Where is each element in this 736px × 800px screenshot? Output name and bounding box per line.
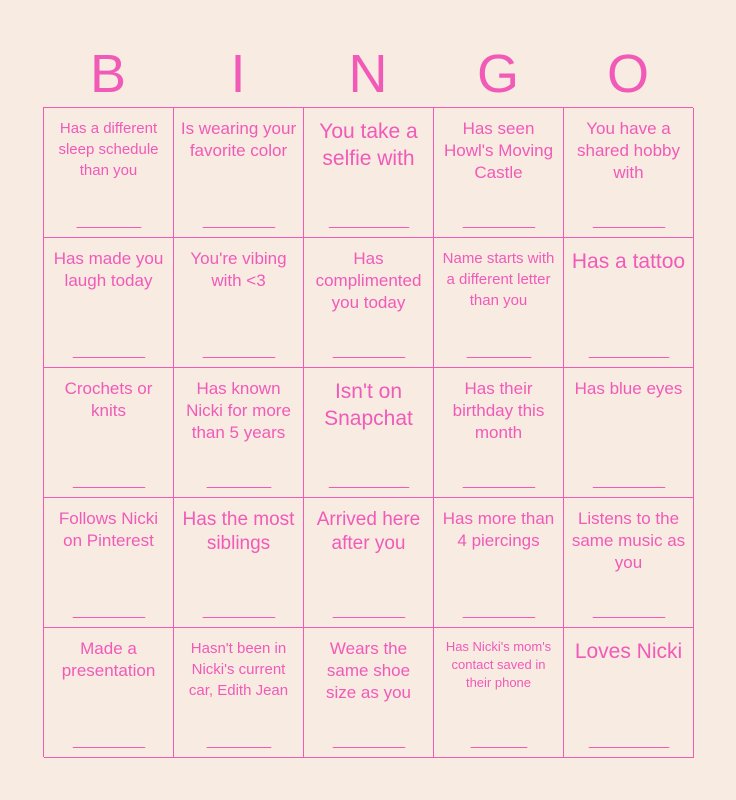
cell-prompt: Made a presentation	[61, 639, 156, 680]
bingo-header	[43, 40, 693, 108]
name-blank-line[interactable]: _________	[202, 342, 275, 359]
bingo-cell[interactable]	[44, 238, 174, 368]
name-blank-line[interactable]: _________	[592, 472, 665, 489]
cell-prompt: Name starts with a different letter than you	[442, 250, 555, 309]
name-blank-line[interactable]: __________	[589, 342, 668, 359]
bingo-grid	[43, 107, 693, 757]
name-blank-line[interactable]: _________	[202, 212, 275, 229]
cell-prompt: Has more than 4 piercings	[442, 509, 555, 550]
name-blank-line[interactable]: _________	[462, 472, 535, 489]
bingo-cell[interactable]	[44, 628, 174, 758]
bingo-cell[interactable]	[304, 368, 434, 498]
bingo-cell[interactable]	[44, 108, 174, 238]
bingo-cell[interactable]	[304, 238, 434, 368]
header-letter-b: B	[89, 44, 127, 104]
bingo-cell[interactable]	[174, 238, 304, 368]
cell-prompt: Isn't on Snapchat	[324, 380, 413, 430]
name-blank-line[interactable]: _________	[332, 732, 405, 749]
bingo-cell[interactable]	[174, 108, 304, 238]
cell-prompt: Has a different sleep schedule than you	[58, 120, 159, 179]
name-blank-line[interactable]: _________	[332, 602, 405, 619]
cell-prompt: You have a shared hobby with	[576, 119, 681, 182]
bingo-cell[interactable]	[564, 368, 694, 498]
name-blank-line[interactable]: __________	[589, 732, 668, 749]
name-blank-line[interactable]: __________	[329, 472, 408, 489]
cell-prompt: Has known Nicki for more than 5 years	[186, 379, 291, 442]
cell-prompt: Has seen Howl's Moving Castle	[443, 119, 554, 182]
cell-prompt: You're vibing with <3	[190, 249, 287, 290]
name-blank-line[interactable]: _______	[470, 732, 527, 749]
bingo-cell[interactable]	[564, 108, 694, 238]
bingo-cell[interactable]	[564, 498, 694, 628]
name-blank-line[interactable]: _________	[332, 342, 405, 359]
name-blank-line[interactable]: ________	[466, 342, 531, 359]
bingo-cell[interactable]	[44, 368, 174, 498]
bingo-cell[interactable]	[304, 498, 434, 628]
bingo-cell[interactable]	[434, 238, 564, 368]
cell-prompt: You take a selfie with	[319, 120, 418, 170]
name-blank-line[interactable]: ________	[206, 472, 271, 489]
header-letter-g: G	[476, 44, 519, 104]
cell-prompt: Has Nicki's mom's contact saved in their phone	[445, 639, 552, 690]
cell-prompt: Hasn't been in Nicki's current car, Edith Jean	[188, 640, 289, 699]
bingo-cell[interactable]	[564, 238, 694, 368]
bingo-cell[interactable]	[304, 628, 434, 758]
name-blank-line[interactable]: __________	[329, 212, 408, 229]
name-blank-line[interactable]: _________	[462, 602, 535, 619]
bingo-cell[interactable]	[174, 628, 304, 758]
cell-prompt: Loves Nicki	[574, 640, 683, 663]
header-letter-n: N	[348, 44, 388, 104]
cell-prompt: Has blue eyes	[574, 379, 683, 398]
bingo-cell[interactable]	[44, 498, 174, 628]
bingo-cell[interactable]	[564, 628, 694, 758]
bingo-cell[interactable]	[174, 368, 304, 498]
cell-prompt: Has complimented you today	[315, 249, 422, 312]
name-blank-line[interactable]: ________	[206, 732, 271, 749]
cell-prompt: Listens to the same music as you	[571, 509, 686, 572]
cell-prompt: Has the most siblings	[182, 509, 295, 554]
name-blank-line[interactable]: _________	[72, 472, 145, 489]
cell-prompt: Has a tattoo	[571, 250, 686, 273]
header-letter-o: O	[606, 44, 649, 104]
name-blank-line[interactable]: _________	[72, 602, 145, 619]
cell-prompt: Crochets or knits	[64, 379, 153, 420]
bingo-cell[interactable]	[304, 108, 434, 238]
name-blank-line[interactable]: _________	[462, 212, 535, 229]
name-blank-line[interactable]: _________	[592, 212, 665, 229]
cell-prompt: Has made you laugh today	[53, 249, 164, 290]
name-blank-line[interactable]: _________	[202, 602, 275, 619]
bingo-cell[interactable]	[434, 368, 564, 498]
name-blank-line[interactable]: ________	[76, 212, 141, 229]
bingo-cell[interactable]	[434, 498, 564, 628]
name-blank-line[interactable]: _________	[72, 342, 145, 359]
name-blank-line[interactable]: _________	[72, 732, 145, 749]
cell-prompt: Is wearing your favorite color	[180, 119, 297, 160]
name-blank-line[interactable]: _________	[592, 602, 665, 619]
bingo-cell[interactable]	[434, 628, 564, 758]
bingo-cell[interactable]	[434, 108, 564, 238]
cell-prompt: Has their birthday this month	[452, 379, 545, 442]
cell-prompt: Wears the same shoe size as you	[325, 639, 412, 702]
header-letter-i: I	[230, 44, 246, 104]
cell-prompt: Follows Nicki on Pinterest	[58, 509, 159, 550]
cell-prompt: Arrived here after you	[316, 509, 421, 554]
bingo-cell[interactable]	[174, 498, 304, 628]
